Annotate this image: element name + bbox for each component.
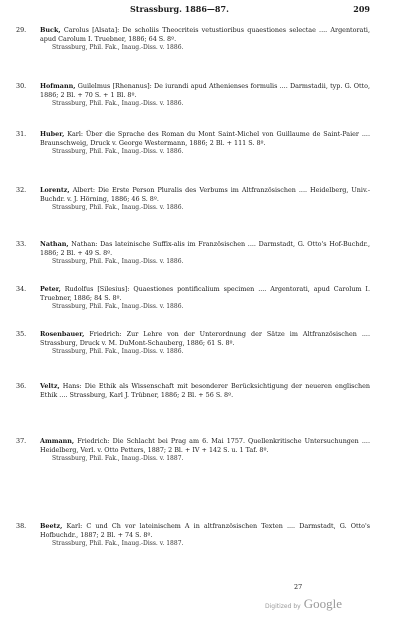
digitized-watermark [265,596,342,612]
entry-author: Hofmann, [40,82,76,90]
entry-author: Peter, [40,285,61,293]
entry-body: Carolus [Alsata]: De scholiis Theocriteis vetustioribus quaestiones selectae .... Argentorati, apud Carolum I. Truebner, 1886; 64 S. 8º. [40,26,370,43]
entry-author: Veltz, [40,382,60,390]
entry-note: Strassburg, Phil. Fak., Inaug.-Diss. v. 1887. [52,540,184,547]
entry-note: Strassburg, Phil. Fak., Inaug.-Diss. v. 1886. [52,44,184,51]
entry-number: 29. [16,26,27,34]
entry-body: Guilelmus [Rhenanus]: De iurandi apud Athenienses formulis .... Darmstadii, typ. G. Otto, 1886; 2 Bl. + 70 S. + 1 Bl. 8º. [40,82,370,99]
entry-body: Rudolfus [Silesius]: Quaestiones pontificalium specimen .... Argentorati, apud Carolum I. Truebner, 1886; 84 S. 8º. [40,285,370,302]
entry-number: 34. [16,285,27,293]
entry-author: Buck, [40,26,61,34]
entry-text [40,522,370,540]
entry-number: 30. [16,82,27,90]
entry-author: Lorentz, [40,186,70,194]
entry-number: 32. [16,186,27,194]
entry-35 [16,330,370,356]
entry-text [40,82,370,100]
entry-body: Hans: Die Ethik als Wissenschaft mit besonderer Berücksichtigung der neueren englischen Ethik .... Strassburg, Karl J. Trübner, 1886; 2 Bl. + 56 S. 8º. [40,382,370,399]
entry-29 [16,26,370,52]
entry-number: 37. [16,437,27,445]
entry-author: Huber, [40,130,65,138]
entry-number: 36. [16,382,27,390]
entry-author: Beetz, [40,522,63,530]
google-logo: Google [303,596,342,611]
entry-number: 38. [16,522,27,530]
entry-note: Strassburg, Phil. Fak., Inaug.-Diss. v. 1886. [52,258,184,265]
entry-body: Friedrich: Die Schlacht bei Prag am 6. Mai 1757. Quellenkritische Untersuchungen .... Heidelberg, Verl. v. Otto Petters, 1887; 2 Bl. + IV + 142 S. u. 1 Taf. 8º. [40,437,370,454]
entry-note: Strassburg, Phil. Fak., Inaug.-Diss. v. 1886. [52,348,184,355]
entry-33 [16,240,370,266]
entry-note: Strassburg, Phil. Fak., Inaug.-Diss. v. 1886. [52,204,184,211]
entry-text [40,240,370,258]
entry-author: Ammann, [40,437,75,445]
entry-36 [16,382,370,400]
entry-note: Strassburg, Phil. Fak., Inaug.-Diss. v. 1886. [52,148,184,155]
entry-34 [16,285,370,311]
entry-number: 33. [16,240,27,248]
entry-number: 31. [16,130,27,138]
running-title: Strassburg. 1886—87. [130,4,229,14]
entry-30 [16,82,370,108]
entry-31 [16,130,370,156]
entry-number: 35. [16,330,27,338]
entry-author: Rosenbauer, [40,330,85,338]
entry-37 [16,437,370,463]
entry-text [40,186,370,204]
entry-text [40,285,370,303]
page-header [130,4,370,14]
watermark-prefix: Digitized by [265,603,301,610]
signature-mark: 27 [294,583,303,591]
entry-note: Strassburg, Phil. Fak., Inaug.-Diss. v. 1887. [52,455,184,462]
entry-body: Nathan: Das lateinische Suffix-alis im Französischen .... Darmstadt, G. Otto's Hof-Buchdr., 1886; 2 Bl. + 49 S. 8º. [40,240,370,257]
entry-text [40,382,370,400]
entry-text [40,437,370,455]
entry-32 [16,186,370,212]
entry-note: Strassburg, Phil. Fak., Inaug.-Diss. v. 1886. [52,100,184,107]
entry-author: Nathan, [40,240,69,248]
entry-38 [16,522,370,548]
entry-body: Friedrich: Zur Lehre von der Unterordnung der Sätze im Altfranzösischen .... Strassburg, Druck v. M. DuMont-Schauberg, 1886; 61 S. 8º. [40,330,370,347]
entry-body: Karl: Über die Sprache des Roman du Mont Saint-Michel von Guillaume de Saint-Paier .... Braunschweig, Druck v. George Westermann, 1886; 2 Bl. + 111 S. 8º. [40,130,370,147]
entry-body: Albert: Die Erste Person Pluralis des Verbums im Altfranzösischen .... Heidelberg, Univ.-Buchdr. v. J. Hörning, 1886; 46 S. 8º. [40,186,370,203]
entry-body: Karl: C und Ch vor lateinischem A in altfranzösischen Texten .... Darmstadt, G. Otto's Hofbuchdr., 1887; 2 Bl. + 74 S. 8º. [40,522,370,539]
entry-text [40,130,370,148]
page-number: 209 [353,4,370,14]
entry-text [40,330,370,348]
entry-text [40,26,370,44]
entry-note: Strassburg, Phil. Fak., Inaug.-Diss. v. 1886. [52,303,184,310]
